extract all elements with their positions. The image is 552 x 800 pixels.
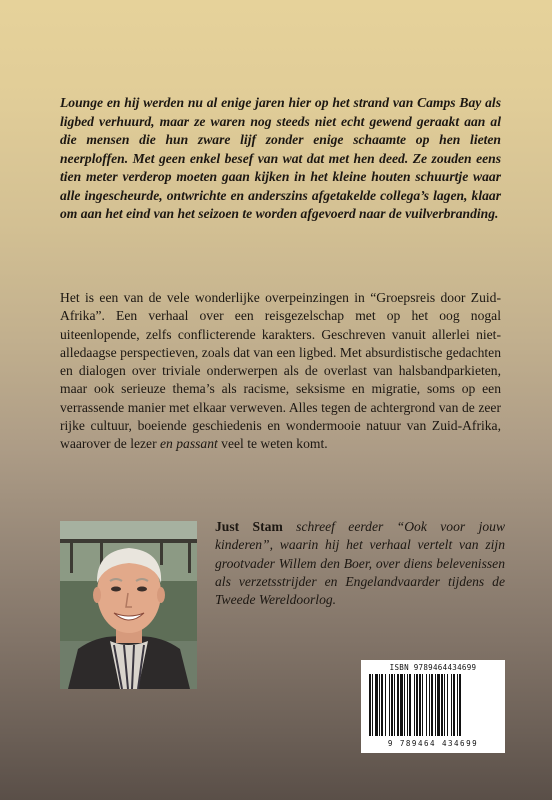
isbn-label: ISBN 9789464434699 <box>389 663 477 672</box>
blurb-paragraph <box>60 289 501 454</box>
author-name: Just Stam <box>215 519 283 534</box>
barcode-icon <box>369 674 499 736</box>
barcode-digits: 9 789464 434699 <box>387 739 479 748</box>
blurb-text-end: veel te weten komt. <box>217 436 328 452</box>
excerpt-paragraph: Lounge en hij werden nu al enige jaren hier op het strand van Camps Bay als ligbed verhuurd, maar ze waren nog steeds niet echt gewend geraakt aan al die mensen die hun zware lijf zonder enige schaamte op hen lieten neerploffen. Met geen enkel besef van wat dat met hen deed. Ze zouden eens tien meter verderop moeten gaan kijken in het kleine houten schuurtje waar alle ingescheurde, ontwrichte en anderszins afgetakelde collega’s lagen, klaar om aan het eind van het seizoen te worden afgevoerd naar de vuilverbranding. <box>60 95 501 221</box>
blurb-italic-phrase: en passant <box>160 436 218 452</box>
author-bio <box>215 518 505 609</box>
barcode-block <box>361 660 505 753</box>
author-bio-text: schreef eerder “Ook voor jouw kinderen”, waarin hij het verhaal vertelt van zijn grootvader Willem den Boer, over diens belevenissen als verzetsstrijder en Engelandvaarder tijdens de Tweede Wereldoorlog. <box>215 519 506 608</box>
author-portrait-icon <box>60 521 197 689</box>
blurb-text-start: Het is een van de vele wonderlijke overpeinzingen in “Groepsreis door Zuid-Afrika”. Een verhaal over een reisgezelschap met op het oog nogal uiteenlopende, zelfs conflicterende karakters. Geschreven vanuit allerlei niet-alledaagse perspectieven, zoals dat van een ligbed. Met absurdistische gedachten en dialogen over triviale onderwerpen als de overlast van halsbandparkieten, maar ook serieuze thema’s als racisme, seksisme en migratie, soms op een verrassende manier met elkaar verweven. Alles tegen de achtergrond van de zeer rijke cultuur, boeiende geschiedenis en wondermooie natuur van Zuid-Afrika, waarover de lezer <box>60 290 501 452</box>
author-photo <box>60 521 197 689</box>
